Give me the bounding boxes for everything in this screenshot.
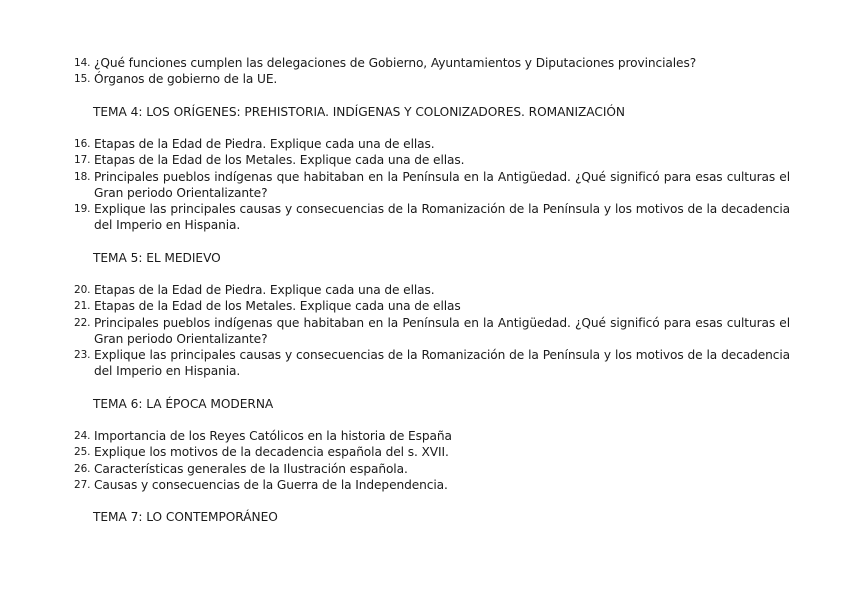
- question-text: Principales pueblos indígenas que habitaban en la Península en la Antigüedad. ¿Qué significó para esas culturas el Gran periodo Orientalizante?: [94, 315, 790, 346]
- question-number: 15.: [74, 73, 91, 86]
- question-text: Etapas de la Edad de Piedra. Explique cada una de ellas.: [94, 283, 435, 297]
- question-number: 19.: [74, 203, 91, 216]
- section-heading-tema-5: TEMA 5: EL MEDIEVO: [93, 251, 221, 265]
- question-list: [74, 282, 790, 380]
- question-number: 20.: [74, 284, 91, 296]
- question-number: 14.: [74, 57, 91, 69]
- question-number: 26.: [74, 462, 91, 475]
- section-heading-tema-7: TEMA 7: LO CONTEMPORÁNEO: [93, 510, 278, 524]
- question-item: [74, 428, 790, 444]
- question-item: [74, 152, 790, 168]
- question-item: [74, 347, 790, 380]
- question-item: [74, 55, 790, 71]
- question-list: [74, 428, 790, 493]
- section-heading-tema-6: TEMA 6: LA ÉPOCA MODERNA: [93, 397, 274, 411]
- question-item: [74, 461, 790, 477]
- question-text: ¿Qué funciones cumplen las delegaciones de Gobierno, Ayuntamientos y Diputaciones provinciales?: [94, 56, 697, 70]
- question-item: [74, 201, 790, 234]
- question-text: Etapas de la Edad de Piedra. Explique cada una de ellas.: [94, 137, 435, 151]
- question-text: Características generales de la Ilustración española.: [94, 461, 408, 476]
- question-number: 24.: [74, 430, 91, 442]
- question-item: [74, 136, 790, 152]
- question-number: 25.: [74, 446, 91, 459]
- question-item: [74, 477, 790, 493]
- section-heading-tema-4: TEMA 4: LOS ORÍGENES: PREHISTORIA. INDÍGENAS Y COLONIZADORES. ROMANIZACIÓN: [93, 105, 625, 119]
- question-text: Explique las principales causas y consecuencias de la Romanización de la Península y los motivos de la decadencia del Imperio en Hispania.: [94, 348, 790, 379]
- question-text: Principales pueblos indígenas que habitaban en la Península en la Antigüedad. ¿Qué significó para esas culturas el Gran periodo Orientalizante?: [94, 169, 790, 200]
- question-number: 22.: [74, 316, 91, 329]
- question-list: [74, 136, 790, 234]
- question-list: [74, 55, 790, 88]
- question-number: 23.: [74, 349, 91, 362]
- question-item: [74, 282, 790, 298]
- question-number: 17.: [74, 154, 91, 167]
- question-text: Etapas de la Edad de los Metales. Explique cada una de ellas.: [94, 153, 465, 168]
- question-number: 18.: [74, 170, 91, 183]
- question-item: [74, 444, 790, 460]
- question-item: [74, 71, 790, 87]
- question-text: Explique los motivos de la decadencia española del s. XVII.: [94, 445, 449, 460]
- question-text: Explique las principales causas y consecuencias de la Romanización de la Península y los motivos de la decadencia del Imperio en Hispania.: [94, 202, 790, 233]
- question-item: [74, 298, 790, 314]
- question-text: Importancia de los Reyes Católicos en la historia de España: [94, 429, 452, 443]
- question-number: 16.: [74, 138, 91, 150]
- question-number: 21.: [74, 300, 91, 313]
- question-text: Órganos de gobierno de la UE.: [94, 72, 278, 87]
- question-text: Etapas de la Edad de los Metales. Explique cada una de ellas: [94, 299, 461, 314]
- question-text: Causas y consecuencias de la Guerra de la Independencia.: [94, 477, 448, 492]
- question-item: [74, 169, 790, 202]
- question-number: 27.: [74, 478, 91, 491]
- question-item: [74, 315, 790, 348]
